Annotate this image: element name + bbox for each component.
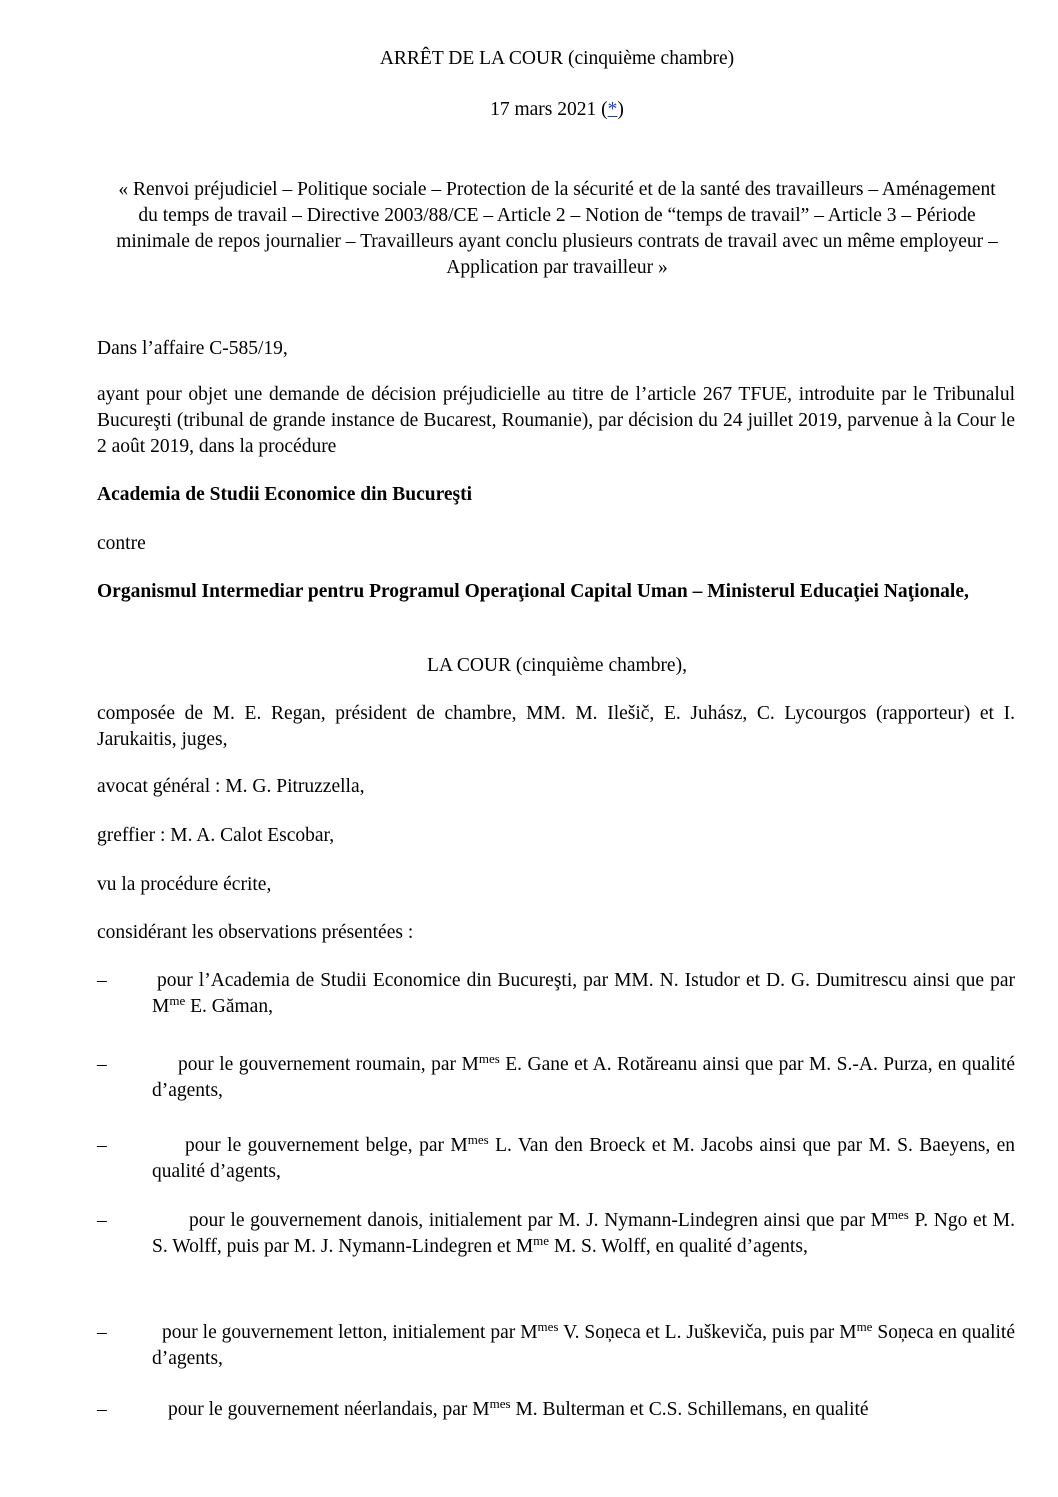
observation-item: pour le gouvernement néerlandais, par $M^{mes}$ M. Bulterman et C.S. Schillemans, en qualité [168,1396,869,1420]
observations-intro: considérant les observations présentées : [97,922,414,943]
observation-item: pour le gouvernement roumain, par $M^{mes}$ E. Gane et A. Rotăreanu ainsi que par M. S.-A. Purza, en qualité d’agents, [152,1051,1015,1101]
list-dash: – [97,1135,107,1156]
court-heading: LA COUR (cinquième chambre), [427,655,687,676]
observation-item: pour le gouvernement danois, initialement par M. J. Nymann-Lindegren ainsi que par $M^{mes}$ P. Ngo et M. S. Wolff, puis par M. J. Nymann-Lindegren et $M^{me}$ M. S. Wolff, en qualité d’agents, [152,1207,1015,1257]
observation-item: pour le gouvernement belge, par $M^{mes}$ L. Van den Broeck et M. Jacobs ainsi que par M. S. Baeyens, en qualité d’agents, [152,1132,1016,1182]
list-dash: – [97,970,107,991]
registrar: greffier : M. A. Calot Escobar, [97,825,335,846]
judgment-title: ARRÊT DE LA COUR (cinquième chambre) [379,48,735,69]
contre-label: contre [97,533,146,554]
date-text: 17 mars 2021 ( [490,99,608,120]
date-close: ) [617,99,624,120]
footnote-link[interactable]: * [607,99,618,120]
observation-item: pour l’Academia de Studii Economice din Bucureşti, par MM. N. Istudor et D. G. Dumitrescu ainsi que par $M^{me}$ E. Găman, [152,970,1015,1017]
observation-item: pour le gouvernement letton, initialement par $M^{mes}$ V. Soņeca et L. Juškeviča, puis par $M^{me}$ Soņeca en qualité d’agents, [152,1319,1015,1369]
case-object: ayant pour objet une demande de décision préjudicielle au titre de l’article 267 TFUE, introduite par le Tribunalul Bucureşti (tribunal de grande instance de Bucarest, Roumanie), par décision du 24 juillet 2019, parvenue à la Cour le 2 août 2019, dans la procédure [97,384,1015,457]
list-dash: – [97,1399,107,1420]
written-procedure: vu la procédure écrite, [97,874,272,895]
court-composition: composée de M. E. Regan, président de chambre, MM. M. Ilešič, E. Juhász, C. Lycourgos (rapporteur) et I. Jarukaitis, juges, [97,703,1015,750]
case-reference: Dans l’affaire C‑585/19, [97,338,288,359]
party-defendant: Organismul Intermediar pentru Programul Operaţional Capital Uman – Ministerul Educaţiei Naţionale, [97,581,969,602]
list-dash: – [97,1210,107,1231]
party-applicant: Academia de Studii Economice din Bucureşti [97,484,473,505]
keywords-summary: « Renvoi préjudiciel – Politique sociale – Protection de la sécurité et de la santé des travailleurs – Aménagement du temps de travail – Directive 2003/88/CE – Article 2 – Notion de “temps de travail” – Article 3 – Période minimale de repos journalier – Travailleurs ayant conclu plusieurs contrats de travail avec un même employeur – Application par travailleur » [116,179,998,278]
list-dash: – [97,1054,107,1075]
advocate-general: avocat général : M. G. Pitruzzella, [97,776,365,797]
list-dash: – [97,1322,107,1343]
judgment-date [97,97,1017,123]
